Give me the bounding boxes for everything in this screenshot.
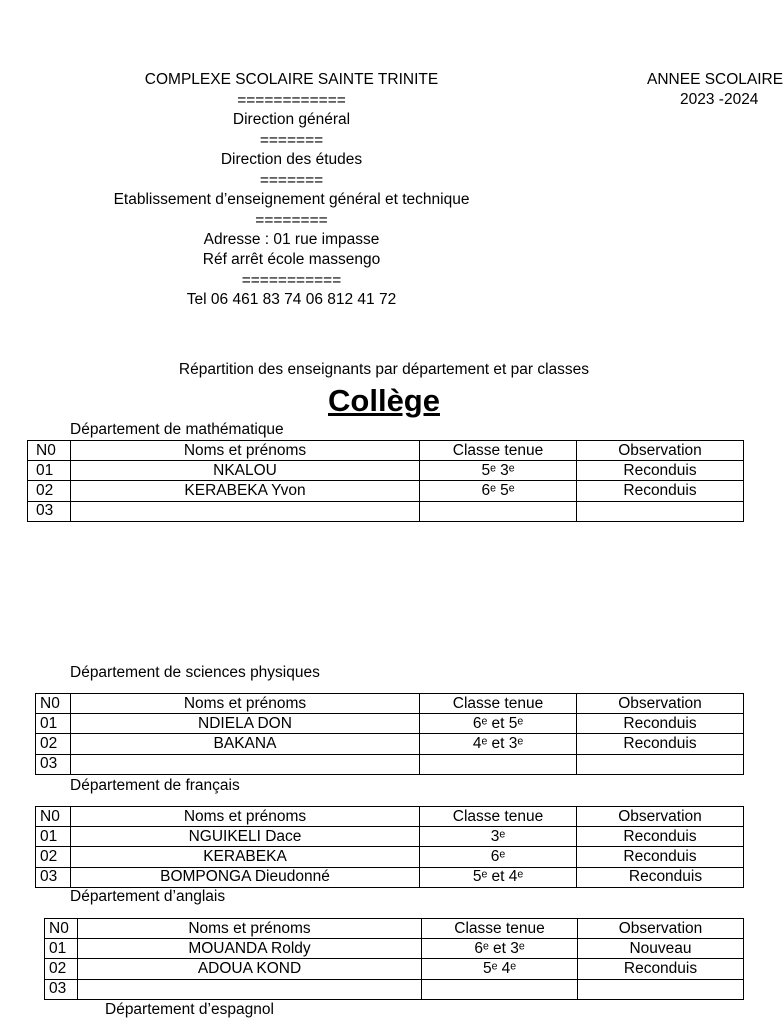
department-heading: Département de français [70, 777, 240, 794]
column-header-name: Noms et prénoms [78, 919, 422, 939]
class-held: 6ᵉ [420, 847, 577, 867]
teacher-name: KERABEKA Yvon [71, 481, 420, 501]
column-header-class: Classe tenue [420, 441, 577, 461]
column-header-observation: Observation [577, 694, 744, 714]
class-held: 6ᵉ et 5ᵉ [420, 714, 577, 734]
telephone: Tel 06 461 83 74 06 812 41 72 [186, 291, 397, 308]
row-number: 01 [36, 827, 71, 847]
observation: Reconduis [578, 959, 744, 979]
observation: Reconduis [577, 714, 744, 734]
table-header-row [36, 807, 744, 827]
address: Adresse : 01 rue impasse [203, 231, 380, 248]
teacher-name: ADOUA KOND [78, 959, 422, 979]
teacher-name: NKALOU [71, 461, 420, 481]
table-row [36, 734, 744, 754]
observation [577, 501, 744, 521]
separator: ======= [259, 172, 324, 189]
column-header-number: N0 [36, 694, 71, 714]
school-year-value: 2023 -2024 [680, 91, 759, 108]
row-number: 03 [36, 867, 71, 887]
table-header-row [45, 919, 744, 939]
column-header-observation: Observation [577, 441, 744, 461]
row-number: 01 [28, 461, 71, 481]
table-row [28, 461, 744, 481]
observation: Reconduis [577, 827, 744, 847]
observation: Reconduis [577, 461, 744, 481]
observation [577, 754, 744, 774]
row-number: 02 [28, 481, 71, 501]
observation: Reconduis [577, 734, 744, 754]
page-title: Collège [328, 383, 440, 418]
department-table [35, 806, 744, 888]
observation: Nouveau [578, 939, 744, 959]
table-row [28, 481, 744, 501]
table-row [45, 939, 744, 959]
column-header-class: Classe tenue [420, 807, 577, 827]
table-row [45, 979, 744, 999]
class-held [422, 979, 578, 999]
column-header-class: Classe tenue [422, 919, 578, 939]
class-held: 5ᵉ et 4ᵉ [420, 867, 577, 887]
class-held: 5ᵉ 4ᵉ [422, 959, 578, 979]
column-header-name: Noms et prénoms [71, 441, 420, 461]
class-held [420, 754, 577, 774]
teacher-name: NDIELA DON [71, 714, 420, 734]
column-header-number: N0 [36, 807, 71, 827]
separator: =========== [241, 272, 342, 289]
class-held: 3ᵉ [420, 827, 577, 847]
department-table [44, 918, 744, 1000]
table-row [45, 959, 744, 979]
etablissement-type: Etablissement d’enseignement général et technique [113, 191, 470, 208]
row-number: 03 [36, 754, 71, 774]
row-number: 03 [28, 501, 71, 521]
column-header-observation: Observation [578, 919, 744, 939]
department-heading: Département d’espagnol [105, 1001, 274, 1018]
table-row [36, 827, 744, 847]
teacher-name: BAKANA [71, 734, 420, 754]
class-held [420, 501, 577, 521]
column-header-name: Noms et prénoms [71, 807, 420, 827]
separator: ======= [259, 132, 324, 149]
column-header-observation: Observation [577, 807, 744, 827]
class-held: 6ᵉ 5ᵉ [420, 481, 577, 501]
observation: Reconduis [577, 847, 744, 867]
school-name: COMPLEXE SCOLAIRE SAINTE TRINITE [144, 71, 439, 88]
direction-etudes: Direction des études [220, 151, 363, 168]
teacher-name [71, 501, 420, 521]
row-number: 02 [45, 959, 78, 979]
separator: ============ [237, 92, 346, 109]
row-number: 01 [45, 939, 78, 959]
class-held: 6ᵉ et 3ᵉ [422, 939, 578, 959]
row-number: 03 [45, 979, 78, 999]
class-held: 4ᵉ et 3ᵉ [420, 734, 577, 754]
table-header-row [28, 441, 744, 461]
column-header-number: N0 [45, 919, 78, 939]
department-heading: Département de mathématique [70, 421, 284, 438]
department-heading: Département d’anglais [70, 888, 226, 905]
row-number: 02 [36, 847, 71, 867]
column-header-name: Noms et prénoms [71, 694, 420, 714]
department-table [27, 440, 744, 522]
column-header-class: Classe tenue [420, 694, 577, 714]
row-number: 02 [36, 734, 71, 754]
page-subtitle: Répartition des enseignants par département et par classes [178, 361, 590, 378]
address-reference: Réf arrêt école massengo [202, 251, 381, 268]
direction-generale: Direction général [232, 111, 351, 128]
school-year-label: ANNEE SCOLAIRE [647, 71, 783, 88]
teacher-name: BOMPONGA Dieudonné [71, 867, 420, 887]
row-number: 01 [36, 714, 71, 734]
department-heading: Département de sciences physiques [70, 664, 320, 681]
teacher-name: KERABEKA [71, 847, 420, 867]
observation: Reconduis [577, 867, 744, 887]
column-header-number: N0 [28, 441, 71, 461]
teacher-name: MOUANDA Roldy [78, 939, 422, 959]
class-held: 5ᵉ 3ᵉ [420, 461, 577, 481]
table-row [36, 867, 744, 887]
department-table [35, 693, 744, 775]
separator: ======== [255, 212, 328, 229]
teacher-name [78, 979, 422, 999]
teacher-name [71, 754, 420, 774]
table-row [36, 754, 744, 774]
table-header-row [36, 694, 744, 714]
observation [578, 979, 744, 999]
table-row [36, 714, 744, 734]
table-row [36, 847, 744, 867]
observation: Reconduis [577, 481, 744, 501]
table-row [28, 501, 744, 521]
teacher-name: NGUIKELI Dace [71, 827, 420, 847]
